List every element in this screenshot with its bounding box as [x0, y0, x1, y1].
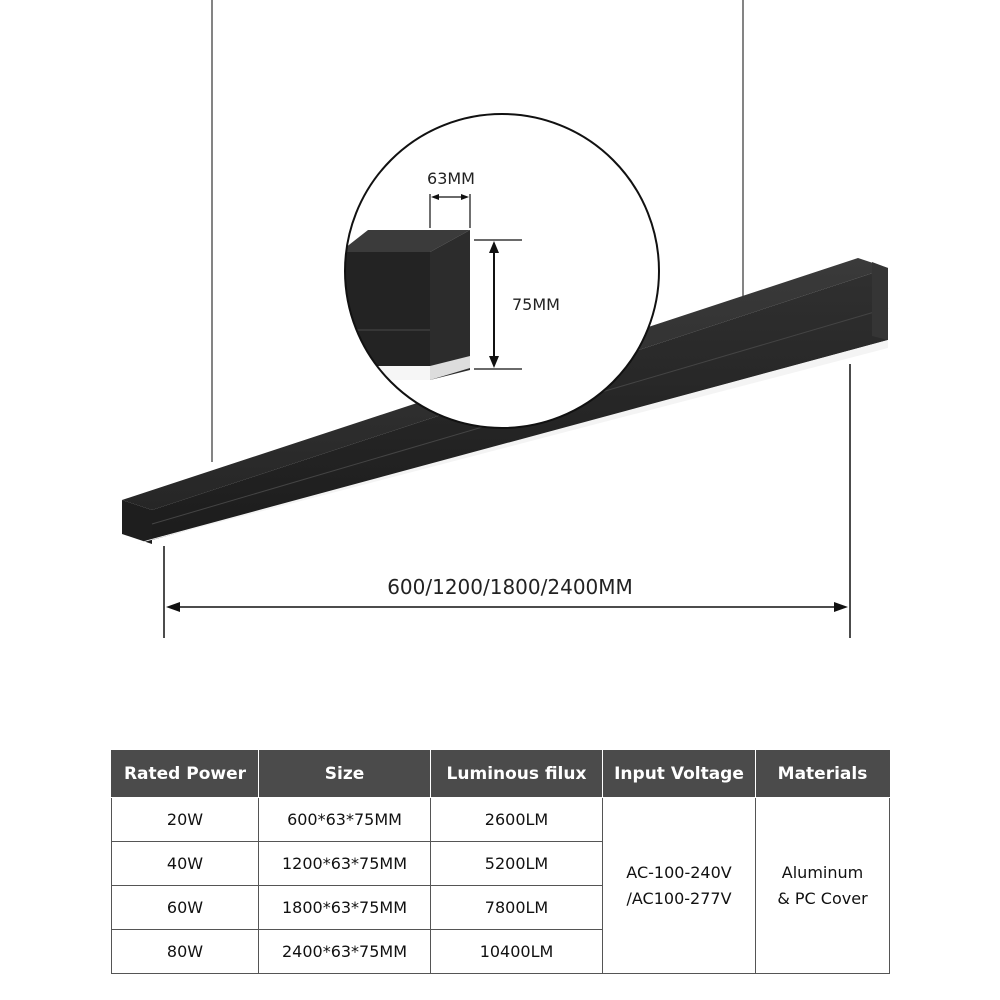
size-cell: 600*63*75MM: [259, 798, 431, 842]
length-dimension-arrow: [166, 602, 848, 612]
header-rated-power: Rated Power: [112, 751, 259, 798]
input-voltage-line1: AC-100-240V: [626, 862, 732, 882]
header-materials: Materials: [756, 751, 890, 798]
luminous-flux-cell: 5200LM: [431, 842, 603, 886]
height-label: 75MM: [512, 295, 560, 314]
input-voltage-cell: [603, 798, 756, 974]
size-cell: 2400*63*75MM: [259, 930, 431, 974]
header-size: Size: [259, 751, 431, 798]
table-row: [112, 798, 890, 842]
materials-line1: Aluminum: [781, 862, 864, 882]
luminous-flux-cell: 10400LM: [431, 930, 603, 974]
luminous-flux-cell: 7800LM: [431, 886, 603, 930]
magnified-detail-circle: [340, 114, 659, 428]
rated-power-cell: 80W: [112, 930, 259, 974]
table-header-row: [112, 751, 890, 798]
rated-power-cell: 60W: [112, 886, 259, 930]
luminous-flux-cell: 2600LM: [431, 798, 603, 842]
rated-power-cell: 20W: [112, 798, 259, 842]
specification-table: [111, 750, 890, 974]
header-luminous-flux: Luminous filux: [431, 751, 603, 798]
materials-cell: [756, 798, 890, 974]
width-label: 63MM: [427, 169, 475, 188]
materials-line2: & PC Cover: [777, 888, 868, 908]
size-cell: 1800*63*75MM: [259, 886, 431, 930]
rated-power-cell: 40W: [112, 842, 259, 886]
input-voltage-line2: /AC100-277V: [626, 888, 732, 908]
size-cell: 1200*63*75MM: [259, 842, 431, 886]
header-input-voltage: Input Voltage: [603, 751, 756, 798]
length-label: 600/1200/1800/2400MM: [387, 575, 633, 599]
